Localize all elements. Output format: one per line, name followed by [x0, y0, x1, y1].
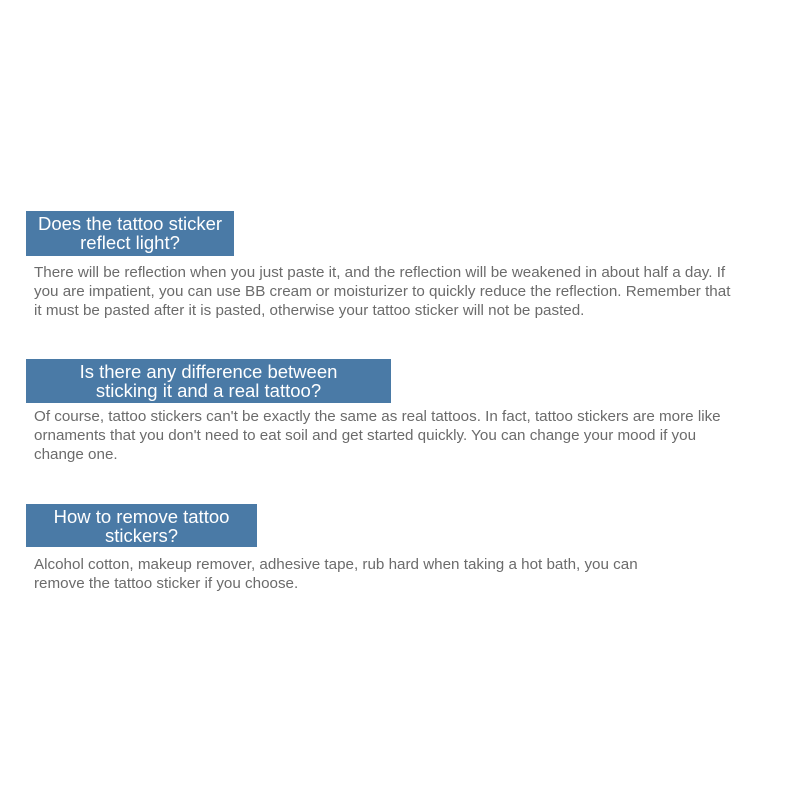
faq-question-line: reflect light?: [80, 232, 180, 253]
faq-section-difference: [26, 359, 784, 464]
faq-answer-line: you are impatient, you can use BB cream or moisturizer to quickly reduce the reflection. Remember that: [34, 283, 731, 300]
faq-answer-line: Of course, tattoo stickers can't be exactly the same as real tattoos. In fact, tattoo stickers are more like: [34, 408, 721, 425]
faq-answer-text: [34, 407, 784, 464]
faq-question-line: How to remove tattoo: [53, 506, 230, 527]
faq-section-reflection: [26, 211, 784, 320]
faq-answer-line: There will be reflection when you just paste it, and the reflection will be weakened in about half a day. If: [34, 264, 726, 281]
faq-section-removal: [26, 504, 784, 593]
faq-question-heading: [26, 359, 391, 403]
faq-answer-text: [34, 263, 784, 320]
faq-question-heading: [26, 211, 234, 256]
faq-question-line: Is there any difference between: [79, 361, 338, 382]
faq-answer-line: Alcohol cotton, makeup remover, adhesive tape, rub hard when taking a hot bath, you can: [34, 556, 638, 573]
faq-answer-text: [34, 555, 784, 593]
faq-answer-line: ornaments that you don't need to eat soil and get started quickly. You can change your mood if you: [34, 427, 697, 444]
faq-question-line: Does the tattoo sticker: [37, 213, 223, 234]
faq-answer-line: it must be pasted after it is pasted, otherwise your tattoo sticker will not be pasted.: [34, 302, 585, 319]
faq-answer-line: change one.: [34, 446, 118, 463]
faq-question-line: stickers?: [105, 525, 178, 546]
faq-question-line: sticking it and a real tattoo?: [95, 380, 322, 401]
faq-question-heading: [26, 504, 257, 547]
faq-answer-line: remove the tattoo sticker if you choose.: [34, 575, 299, 592]
